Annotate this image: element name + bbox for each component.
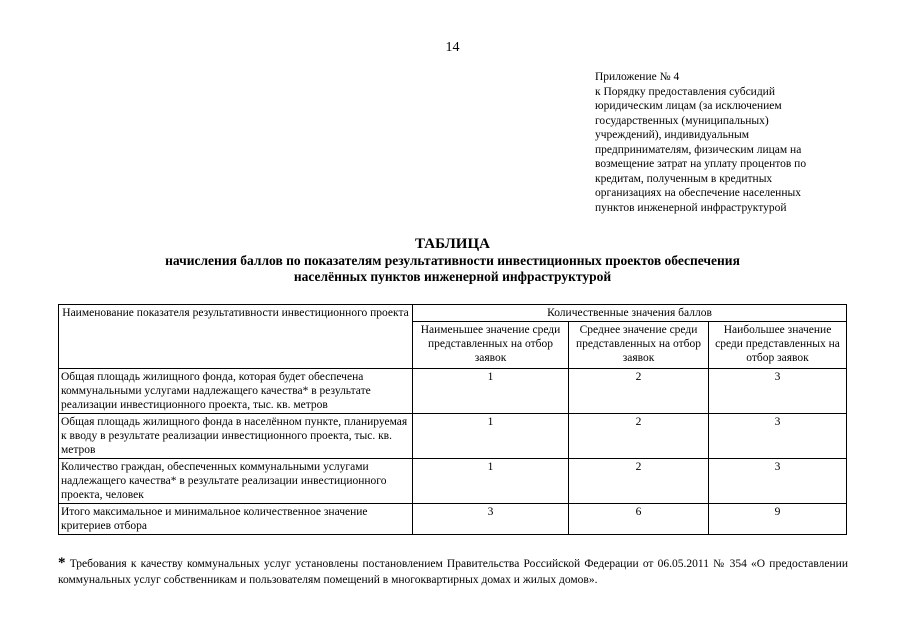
avg-value: 6 bbox=[569, 504, 709, 535]
avg-value: 2 bbox=[569, 459, 709, 504]
appendix-line: пунктов инженерной инфраструктурой bbox=[595, 201, 787, 214]
table-row-total bbox=[59, 504, 847, 535]
appendix-line: кредитам, полученным в кредитных bbox=[595, 172, 773, 185]
title-subtitle-line: начисления баллов по показателям результативности инвестиционных проектов обеспечения bbox=[165, 253, 740, 268]
appendix-line: государственных (муниципальных) bbox=[595, 114, 769, 127]
indicator-name: Итого максимальное и минимальное количественное значение критериев отбора bbox=[59, 504, 413, 535]
indicator-name: Количество граждан, обеспеченных коммунальными услугами надлежащего качества* в результате реализации инвестиционного проекта, человек bbox=[59, 459, 413, 504]
indicator-name: Общая площадь жилищного фонда, которая будет обеспечена коммунальными услугами надлежащего качества* в результате реализации инвестиционного проекта, тыс. кв. метров bbox=[59, 369, 413, 414]
appendix-line: Приложение № 4 bbox=[595, 71, 680, 83]
min-value: 3 bbox=[413, 504, 569, 535]
avg-value-header: Среднее значение среди представленных на отбор заявок bbox=[569, 322, 709, 369]
appendix-line: возмещение затрат на уплату процентов по bbox=[595, 158, 807, 170]
title-subtitle-line: населённых пунктов инженерной инфраструктурой bbox=[293, 269, 612, 284]
footnote-marker: * bbox=[58, 555, 66, 571]
title-subtitle bbox=[0, 253, 905, 285]
footnote bbox=[58, 555, 848, 588]
max-value: 3 bbox=[709, 369, 847, 414]
indicator-name: Общая площадь жилищного фонда в населённом пункте, планируемая к вводу в результате реализации инвестиционного проекта, тыс. кв. метров bbox=[59, 414, 413, 459]
appendix-line: учреждений), индивидуальным bbox=[595, 129, 750, 141]
appendix-line: юридическим лицам (за исключением bbox=[595, 100, 782, 112]
footnote-text: Требования к качеству коммунальных услуг установлены постановлением Правительства Российской Федерации от 06.05.2011 № 354 «О предоставлении коммунальных услуг собственникам и пользователям помещений в многоквартирных домах и жилых домов». bbox=[58, 558, 848, 586]
appendix-note bbox=[595, 70, 850, 215]
document-title bbox=[0, 236, 905, 285]
max-value-header: Наибольшее значение среди представленных на отбор заявок bbox=[709, 322, 847, 369]
min-value: 1 bbox=[413, 459, 569, 504]
max-value: 3 bbox=[709, 459, 847, 504]
avg-value: 2 bbox=[569, 369, 709, 414]
page-number: 14 bbox=[445, 40, 460, 55]
min-value-header: Наименьшее значение среди представленных на отбор заявок bbox=[413, 322, 569, 369]
avg-value: 2 bbox=[569, 414, 709, 459]
min-value: 1 bbox=[413, 414, 569, 459]
table-row bbox=[59, 459, 847, 504]
quantity-values-header: Количественные значения баллов bbox=[413, 305, 847, 322]
max-value: 3 bbox=[709, 414, 847, 459]
appendix-line: организациях на обеспечение населенных bbox=[595, 187, 801, 199]
appendix-line: к Порядку предоставления субсидий bbox=[595, 85, 775, 98]
max-value: 9 bbox=[709, 504, 847, 535]
indicator-name-header: Наименование показателя результативности инвестиционного проекта bbox=[59, 305, 413, 369]
table-header-row bbox=[59, 305, 847, 322]
appendix-line: предпринимателям, физическим лицам на bbox=[595, 143, 802, 156]
points-table bbox=[58, 304, 847, 535]
table-row bbox=[59, 369, 847, 414]
title-main: ТАБЛИЦА bbox=[415, 236, 490, 252]
min-value: 1 bbox=[413, 369, 569, 414]
table-row bbox=[59, 414, 847, 459]
